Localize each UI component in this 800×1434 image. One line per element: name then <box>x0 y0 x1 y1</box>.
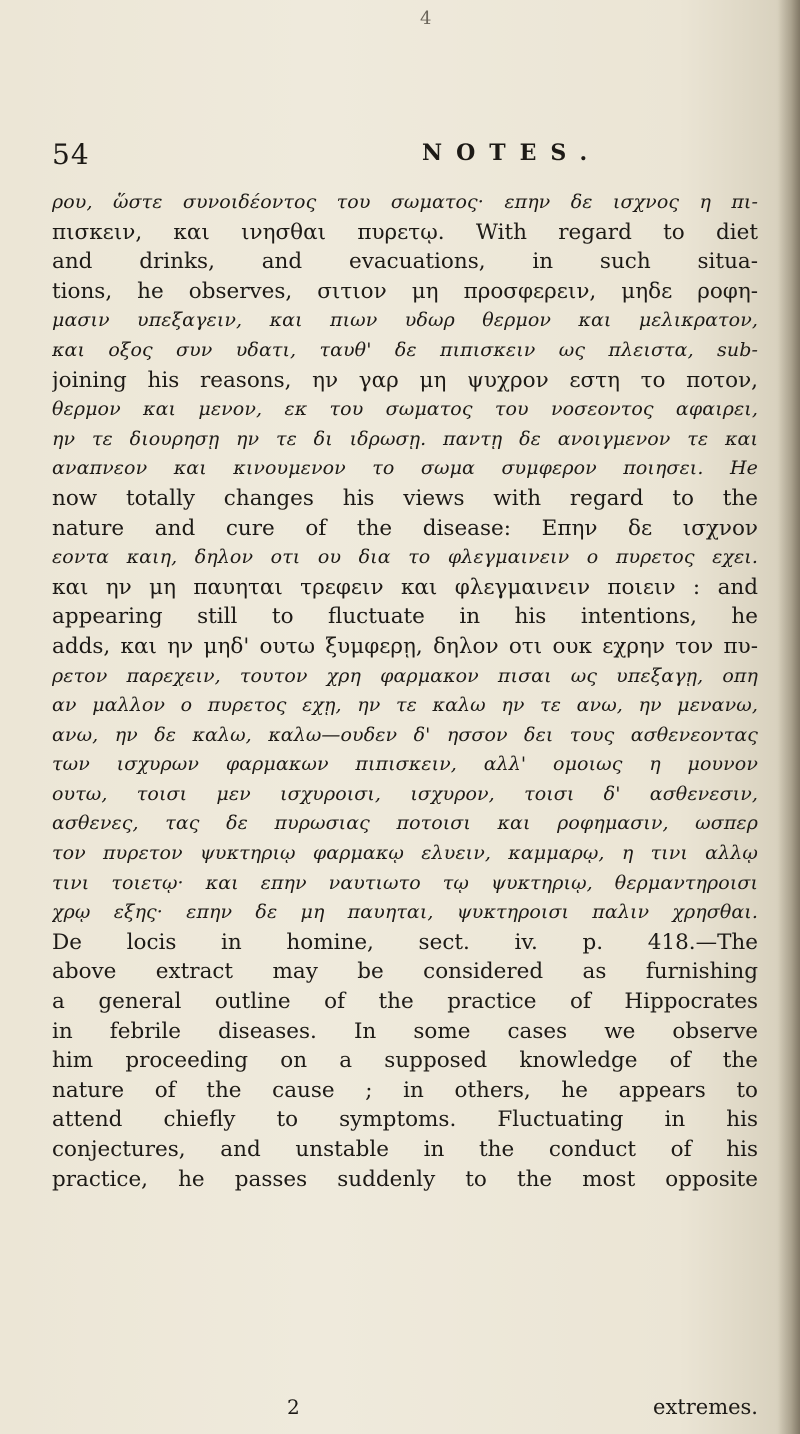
text-line: ανω, ην δε καλω, καλω—ουδεν δ' ησσον δει τους ασθενεοντας <box>52 723 758 746</box>
top-mark: 4 <box>420 8 432 29</box>
text-line: nature of the cause ; in others, he appears to <box>52 1077 758 1103</box>
text-line: a general outline of the practice of Hippocrates <box>52 989 758 1015</box>
text-line: ασθενες, τας δε πυρωσιας ποτοισι και ροφημασιν, ωσπερ <box>52 812 758 835</box>
running-head: NOTES. <box>422 140 602 166</box>
text-line: nature and cure of the disease: Επην δε ισχνον <box>52 515 758 541</box>
catchword: extremes. <box>653 1395 758 1419</box>
text-line: and drinks, and evacuations, in such situa- <box>52 249 758 275</box>
text-line: above extract may be considered as furnishing <box>52 959 758 985</box>
text-line: adds, και ην μηδ' ουτω ξυμφερῃ, δηλον οτι ουκ εχρην τον πυ- <box>52 633 758 659</box>
text-line: μασιν υπεξαγειν, και πιων υδωρ θερμον και μελικρατον, <box>52 309 758 332</box>
text-line: και ην μη παυηται τρεφειν και φλεγμαινειν ποιειν : and <box>52 574 758 600</box>
text-line: practice, he passes suddenly to the most opposite <box>52 1166 758 1192</box>
signature-mark: 2 <box>287 1395 300 1419</box>
body-text <box>52 188 758 1194</box>
text-line: τον πυρετον ψυκτηριῳ φαρμακῳ ελυειν, καμμαρῳ, η τινι αλλῳ <box>52 842 758 865</box>
text-line: ρου, ὥστε συνοιδέοντος του σωματος· επην δε ισχνος η πι- <box>52 191 758 213</box>
text-line: και οξος συν υδατι, ταυθ' δε πιπισκειν ως πλειστα, sub- <box>52 338 758 361</box>
text-line: των ισχυρων φαρμακων πιπισκειν, αλλ' ομοιως η μουνον <box>52 753 758 776</box>
text-line: appearing still to fluctuate in his intentions, he <box>52 604 758 630</box>
page-spine-shadow <box>778 0 800 1434</box>
text-line: De locis in homine, sect. iv. p. 418.—The <box>52 929 758 955</box>
text-line: attend chiefly to symptoms. Fluctuating in his <box>52 1107 758 1133</box>
text-line: αναπνεον και κινουμενον το σωμα συμφερον ποιησει. He <box>52 457 758 480</box>
text-line: conjectures, and unstable in the conduct of his <box>52 1137 758 1162</box>
footer <box>52 1395 758 1425</box>
text-line: χρῳ εξης· επην δε μη παυηται, ψυκτηροισι παλιν χρησθαι. <box>52 901 758 924</box>
text-line: in febrile diseases. In some cases we observe <box>52 1018 758 1044</box>
text-line: him proceeding on a supposed knowledge of the <box>52 1048 758 1074</box>
text-line: ην τε διουρησῃ ην τε δι ιδρωσῃ. παντῃ δε ανοιγμενον τε και <box>52 427 758 450</box>
text-line: joining his reasons, ην γαρ μη ψυχρον εστη το ποτον, <box>52 367 758 393</box>
text-line: πισκειν, και ινησθαι πυρετῳ. With regard to diet <box>52 219 758 245</box>
text-line: τινι τοιετῳ· και επην ναυτιωτο τῳ ψυκτηριῳ, θερμαντηροισι <box>52 871 758 894</box>
text-line: θερμον και μενον, εκ του σωματος του νοσεοντος αφαιρει, <box>52 398 758 421</box>
text-line: ρετον παρεχειν, τουτον χρη φαρμακον πισαι ως υπεξαγῃ, οπη <box>52 664 758 687</box>
text-line: εοντα καιη, δηλον οτι ου δια το φλεγμαινειν ο πυρετος εχει. <box>52 546 758 569</box>
text-line: ουτω, τοισι μεν ισχυροισι, ισχυρον, τοισι δ' ασθενεσιν, <box>52 782 758 805</box>
page-number: 54 <box>52 138 90 171</box>
text-line: tions, he observes, σιτιον μη προσφερειν, μηδε ροφη- <box>52 278 758 304</box>
page-header <box>52 138 742 178</box>
text-line: now totally changes his views with regard to the <box>52 485 758 511</box>
text-line: αν μαλλον ο πυρετος εχῃ, ην τε καλω ην τε ανω, ην μενανω, <box>52 694 758 717</box>
